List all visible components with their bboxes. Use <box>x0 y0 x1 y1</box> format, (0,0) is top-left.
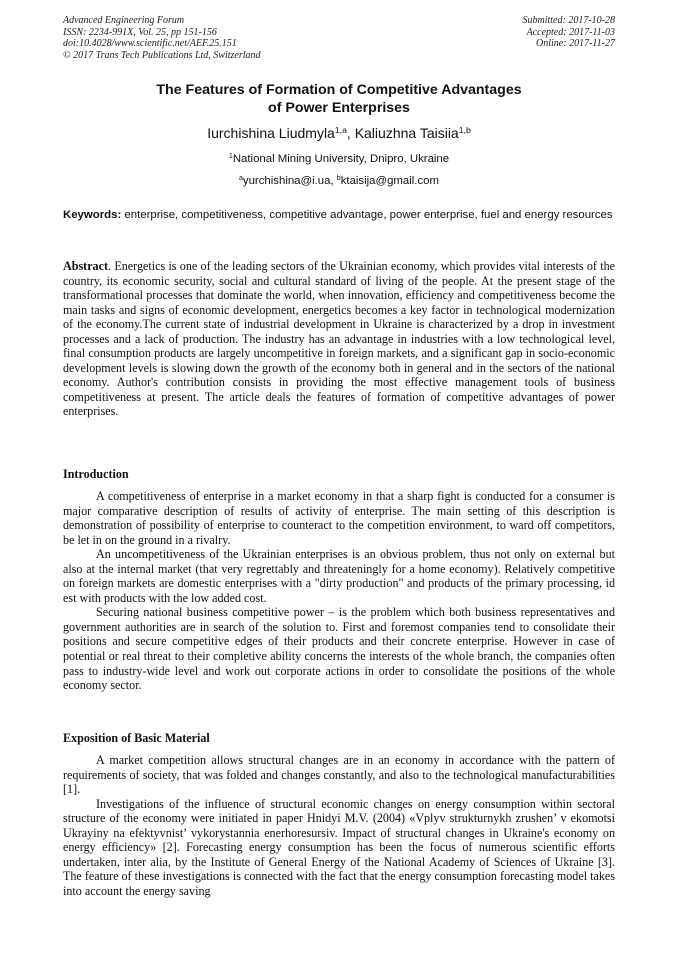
keywords <box>63 208 615 222</box>
keywords-label: Keywords: <box>63 209 122 221</box>
doi-line: doi:10.4028/www.scientific.net/AEF.25.151 <box>63 38 237 50</box>
author-separator: , <box>346 125 355 141</box>
introduction-paragraph: Securing national business competitive power – is the problem which both business representatives and government authorities are in search of the solution to. First and foremost companies tend to consolidate their positions and secure competitive edges of their products and their concrete enterprise. However in case of potential or real threat to their completive ability concerns the interests of the whole branch, the companies often pass to industry-wide level and work out corporate actions in order to consolidate the positions of the whole economy sector. <box>63 605 615 693</box>
copyright-line: © 2017 Trans Tech Publications Ltd, Switzerland <box>63 49 261 61</box>
author-1-marker: 1,a <box>334 125 347 136</box>
author-1: Iurchishina Liudmyla <box>207 125 335 141</box>
affiliation-marker: 1 <box>228 153 233 161</box>
exposition-body <box>63 753 615 898</box>
email-marker-a: a <box>238 175 243 183</box>
exposition-paragraph: A market competition allows structural changes are in an economy in accordance with the pattern of requirements of society, that was folded and changes constantly, and also to the technological manufacturabilities [1]. <box>63 753 615 797</box>
affiliation <box>63 152 615 166</box>
abstract <box>63 259 615 419</box>
introduction-body <box>63 489 615 693</box>
introduction-paragraph: An uncompetitiveness of the Ukrainian enterprises is an obvious problem, thus not only on external but also at the internal market (that very regrettably and threateningly for a home economy). Relatively competitive on foreign markets are domestic enterprises with a "dirty production" and products of the primary processing, id est with products with the low added cost. <box>63 547 615 605</box>
author-2-marker: 1,b <box>458 125 471 136</box>
paper-title <box>63 82 615 117</box>
accepted-date: Accepted: 2017-11-03 <box>526 26 615 38</box>
email-marker-b: b <box>336 175 341 183</box>
introduction-paragraph: A competitiveness of enterprise in a market economy in that a sharp fight is conducted for a consumer is major comparative description of results of activity of enterprise. The main setting of this description is demonstration of possibility of enterprise to counteract to the competition environment, to ward off competitors, be let in on the ground in a rivalry. <box>63 489 615 547</box>
title-line-2: of Power Enterprises <box>268 99 410 116</box>
submission-dates <box>523 15 616 50</box>
abstract-text: . Energetics is one of the leading sectors of the Ukrainian economy, which provides vital interests of the country, its economic security, social and cultural standard of living of the people. At the present stage of the transformational processes that dominate the world, when innovation, efficiency and competitiveness become the main tasks and signs of economic development, energetics becomes a key factor in technological modernization of the economy.The current state of industrial development in Ukraine is characterized by a drop in investment processes and a lack of production. The industry has an advantage in industries with a low technological level, final consumption products are largely uncompetitive in foreign markets, and a significant gap in socio-economic development levels is slowing down the growth of the economy both in general and in the sectors of the national economy. Author's contribution consists in providing the most effective management tools of business competitiveness at present. The article deals the features of formation of competitive advantages of power enterprises. <box>63 259 615 419</box>
online-date: Online: 2017-11-27 <box>536 38 615 50</box>
abstract-label: Abstract <box>63 259 109 273</box>
submitted-date: Submitted: 2017-10-28 <box>522 15 615 26</box>
issn-line: ISSN: 2234-991X, Vol. 25, pp 151-156 <box>63 26 217 38</box>
author-2: Kaliuzhna Taisiia <box>354 125 459 141</box>
affiliation-text: National Mining University, Dnipro, Ukraine <box>232 153 450 165</box>
keywords-text: enterprise, competitiveness, competitive advantage, power enterprise, fuel and energy resources <box>121 209 613 221</box>
author-list <box>63 124 615 142</box>
introduction-heading: Introduction <box>63 467 129 481</box>
journal-info <box>63 15 261 61</box>
author-emails <box>63 174 615 188</box>
exposition-heading: Exposition of Basic Material <box>63 731 210 745</box>
email-b: ktaisija@gmail.com <box>340 175 439 187</box>
journal-name: Advanced Engineering Forum <box>63 15 185 26</box>
title-line-1: The Features of Formation of Competitive Advantages <box>156 82 522 98</box>
exposition-paragraph: Investigations of the influence of structural economic changes on energy consumption within sectoral structure of the economy were initiated in paper Hnidyi M.V. (2004) «Vplyv strukturnykh zrushen’ v ekomotsi Ukrayiny na efektyvnist’ vykorystannia enerhoresursiv. Impact of structural changes in Ukraine's economy on energy efficiency» [2]. Forecasting energy consumption has been the focus of numerous scientific efforts undertaken, inter alia, by the Institute of General Energy of the National Academy of Sciences of Ukraine [3]. The feature of these investigations is connected with the fact that the energy consumption forecasting model takes into account the energy saving <box>63 796 615 898</box>
email-a: yurchishina@i.ua, <box>242 175 337 187</box>
